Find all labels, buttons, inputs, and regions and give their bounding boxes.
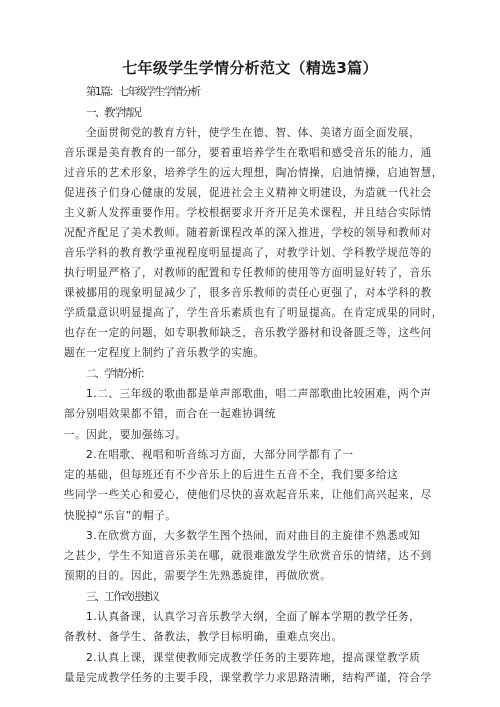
paragraph-line: 备教材、备学生、备教法，教学目标明确，重难点突出。 [64,631,343,643]
section-heading: 一、教学情况 [86,107,141,119]
paragraph-line: 量是完成教学任务的主要手段，课堂教学力求思路清晰，结构严谨，符合学 [64,672,432,684]
paragraph-line: 预期的目的。因此，需要学生先熟悉旋律，再做欣赏。 [64,570,332,582]
paragraph-line: 主义新人发挥重要作用。学校根据要求开齐开足美术课程，并且结合实际情 [64,207,432,219]
paragraph-line: 况配齐配足了美术教师。随着新课程改革的深入推进，学校的领导和教师对 [64,227,432,239]
paragraph-line: 1.二、三年级的歌曲都是单声部歌曲，唱二声部歌曲比较困难，两个声 [86,388,432,400]
paragraph-line: 也存在一定的问题，如专职教师缺乏，音乐教学器材和设备匮乏等，这些问 [64,327,432,339]
section-heading: 第1篇：七年级学生学情分析 [86,86,200,98]
paragraph-line: 1.认真备课，认真学习音乐教学大纲，全面了解本学期的教学任务， [86,611,421,623]
paragraph-line: 部分别唱效果都不错，而合在一起难协调统 [64,408,276,420]
paragraph-line: 之甚少，学生不知道音乐美在哪，就很难激发学生欣赏音乐的情绪，达不到 [64,550,432,562]
paragraph-line: 过音乐的艺术形象，培养学生的远大理想，陶冶情操，启迪情操，启迪智慧， [64,167,443,179]
paragraph-line: 2.认真上课，课堂使教师完成教学任务的主要阵地，提高课堂教学质 [86,652,421,664]
paragraph-line: 一。因此，要加强练习。 [64,429,187,441]
document-title: 七年级学生学情分析范文（精选3篇） [122,59,378,77]
paragraph-line: 定的基础，但每班还有不少音乐上的后进生五音不全，我们要多给这 [64,469,399,481]
paragraph-line: 题在一定程度上制约了音乐教学的实施。 [64,347,265,359]
paragraph-line: 2.在唱歌、视唱和听音练习方面，大部分同学都有了一 [86,449,354,461]
paragraph-line: 课被挪用的现象明显减少了，很多音乐教师的责任心更强了，对本学科的教 [64,287,432,299]
paragraph-line: 些同学一些关心和爱心，使他们尽快的喜欢起音乐来，让他们高兴起来，尽 [64,489,432,501]
paragraph-line: 3.在欣赏方面，大多数学生图个热闹，而对曲目的主旋律不熟悉或知 [86,530,421,542]
paragraph-line: 音乐课是美育教育的一部分，要着重培养学生在歌唱和感受音乐的能力，通 [64,147,432,159]
section-heading: 二、学情分析： [86,368,150,380]
paragraph-line: 学质量意识明显提高了，学生音乐素质也有了明显提高。在肯定成果的同时， [64,307,443,319]
paragraph-line: 执行明显严格了，对教师的配置和专任教师的使用等方面明显好转了，音乐 [64,267,432,279]
section-heading: 三、工作改进建议 [86,591,159,603]
paragraph-line: 促进孩子们身心健康的发展，促进社会主义精神文明建设，为造就一代社会 [64,187,432,199]
paragraph-line: 快脱掉“乐盲”的帽子。 [64,510,177,522]
paragraph-line: 全面贯彻党的教育方针，使学生在德、智、体、美诸方面全面发展， [86,127,421,139]
paragraph-line: 音乐学科的教育教学重视程度明显提高了，对教学计划、学科教学规范等的 [64,247,432,259]
